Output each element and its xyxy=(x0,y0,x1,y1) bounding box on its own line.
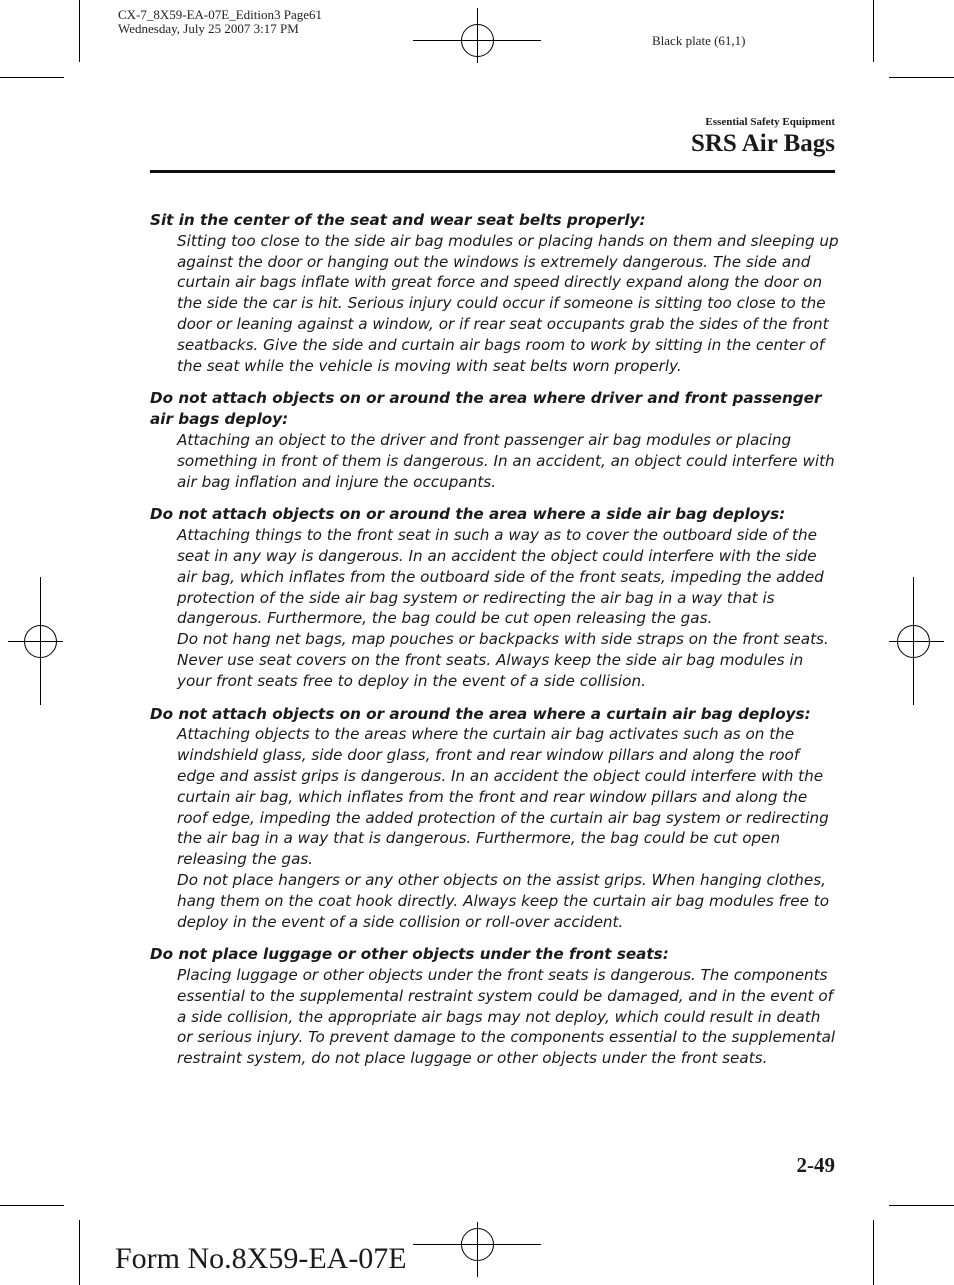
section-luggage xyxy=(150,944,840,1069)
section-front-air-bags xyxy=(150,388,840,492)
section-body: Sitting too close to the side air bag modules or placing hands on them and sleeping up against the door or hanging out the windows is extremely dangerous. The side and curtain air bags inflate with great force and speed directly expand along the door on the side the car is hit. Serious injury could occur if someone is sitting too close to the door or leaning against a window, or if rear seat occupants grab the sides of the front seatbacks. Give the side and curtain air bags room to work by sitting in the center of the seat while the vehicle is moving with seat belts worn properly. xyxy=(177,231,839,375)
section-heading: Do not attach objects on or around the area where a curtain air bag deploys: xyxy=(150,704,811,723)
section-body: Placing luggage or other objects under the front seats is dangerous. The components essential to the supplemental restraint system could be damaged, and in the event of a side collision, the appropriate air bags may not deploy, which could result in death or serious injury. To prevent damage to the components essential to the supplemental restraint system, do not place luggage or other objects under the front seats. xyxy=(177,966,836,1068)
section-heading: Sit in the center of the seat and wear seat belts properly: xyxy=(150,211,646,229)
page-title: SRS Air Bags xyxy=(690,130,835,157)
print-metadata xyxy=(118,8,322,36)
section-body: Do not place hangers or any other objects on the assist grips. When hanging clothes, hang them on the coat hook directly. Always keep the curtain air bag modules free to deploy in the event of a side collision or roll-over accident. xyxy=(177,870,830,931)
section-side-air-bag xyxy=(150,504,840,691)
section-curtain-air-bag xyxy=(150,704,840,933)
section-body: Attaching things to the front seat in such a way as to cover the outboard side of the seat in any way is dangerous. In an accident the object could interfere with the side air bag, which inflates from the outboard side of the front seats, impeding the added protection of the side air bag system or redirecting the air bag in a way that is dangerous. Furthermore, the bag could be cut open releasing the gas. xyxy=(177,526,824,628)
section-body: Attaching objects to the areas where the curtain air bag activates such as on the windshield glass, side door glass, front and rear window pillars and along the roof edge and assist grips is dangerous. In an accident the object could interfere with the curtain air bag, which inflates from the front and rear window pillars and along the roof edge, impeding the added protection of the curtain air bag system or redirecting the air bag in a way that is dangerous. Furthermore, the bag could be cut open releasing the gas. xyxy=(177,725,829,869)
page-number: 2-49 xyxy=(796,1153,835,1177)
form-number: Form No.8X59-EA-07E xyxy=(115,1242,407,1275)
main-content xyxy=(150,210,840,1081)
section-heading: Do not place luggage or other objects under the front seats: xyxy=(150,945,669,964)
header-rule xyxy=(150,170,835,173)
section-body: Attaching an object to the driver and front passenger air bag modules or placing something in front of them is dangerous. In an accident, an object could interfere with air bag inflation and injure the occupants. xyxy=(177,430,835,491)
plate-label: Black plate (61,1) xyxy=(652,33,746,48)
section-heading: Do not attach objects on or around the area where a side air bag deploys: xyxy=(150,505,786,524)
section-seat-position xyxy=(150,210,840,376)
section-heading: Do not attach objects on or around the area where driver and front passenger air bags deploy: xyxy=(150,389,822,429)
section-body: Do not hang net bags, map pouches or backpacks with side straps on the front seats. Never use seat covers on the front seats. Always keep the side air bag modules in your front seats free to deploy in the event of a side collision. xyxy=(177,630,829,690)
section-label: Essential Safety Equipment xyxy=(705,116,835,128)
print-file-line: CX-7_8X59-EA-07E_Edition3 Page61 xyxy=(118,7,323,22)
print-date-line: Wednesday, July 25 2007 3:17 PM xyxy=(118,21,299,36)
